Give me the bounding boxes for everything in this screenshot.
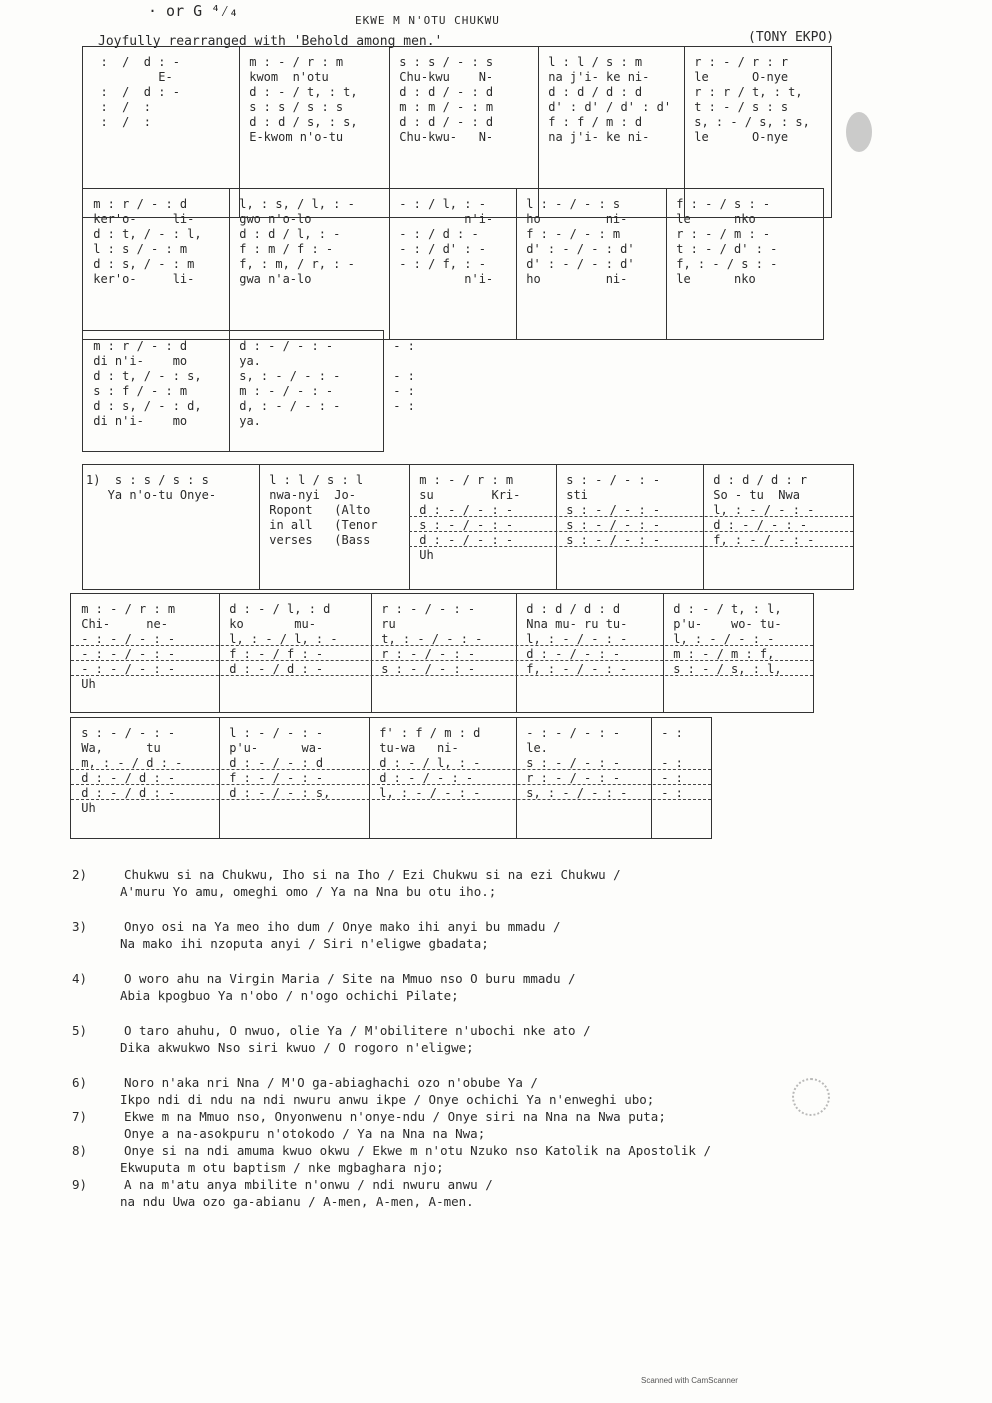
measure — [232, 197, 386, 287]
soprano-line: r : - / - : - — [374, 602, 476, 616]
voice-line: s : - / - : - — [412, 518, 514, 532]
score-system — [70, 717, 712, 839]
measure — [706, 473, 850, 563]
voice-line: f, : m, / r, : - — [232, 257, 355, 271]
soprano-line: f : - / s : - — [669, 197, 771, 211]
lyric-line: E-kwom n'o-tu — [242, 130, 344, 144]
voice-line: m : - / - : - — [232, 384, 334, 398]
measure — [242, 55, 386, 145]
voice-line: s : - / - : - — [374, 662, 476, 676]
lyric-line: Chi- ne- — [74, 617, 168, 631]
soprano-line: d : - / l, : d — [222, 602, 331, 616]
measure — [232, 339, 380, 429]
voice-line: r : - / - : - — [519, 771, 621, 785]
lyric-line: gwo n'o-lo — [232, 212, 312, 226]
voice-line: d, : - / - : - — [232, 399, 341, 413]
voice-line: t : - / s : s — [687, 100, 789, 114]
voice-line: s : f / - : m — [86, 384, 188, 398]
voice-line — [386, 354, 460, 369]
voice-line: r : - / m : - — [669, 227, 771, 241]
voice-line: s, : - / - : - — [519, 786, 628, 800]
voice-line: n'i- — [392, 212, 494, 226]
voice-line — [222, 677, 368, 692]
soprano-line: m : r / - : d — [86, 197, 188, 211]
voice-line: d : - / - : - — [412, 533, 514, 547]
barline — [383, 331, 384, 451]
lyric-line: ru — [374, 617, 396, 631]
lyric-line: le O-nye — [687, 70, 789, 84]
barline — [259, 465, 260, 589]
barline — [219, 594, 220, 712]
lyric-line: tu-wa ni- — [372, 741, 459, 755]
measure — [386, 339, 460, 429]
voice-line: n'i- — [392, 272, 494, 286]
voice-line: d : t, / - : s, — [86, 369, 202, 383]
staff-rule — [71, 799, 711, 800]
voice-line: s : - / - : - — [559, 533, 661, 547]
key-signature: · or G ⁴⁄₄ — [148, 2, 239, 20]
measure — [669, 197, 820, 287]
voice-line — [86, 533, 256, 548]
voice-line: r : r / t, : t, — [687, 85, 803, 99]
voice-line: d' : d' / d' : d' — [541, 100, 672, 114]
voice-line: - : / d : - — [392, 227, 479, 241]
voice-line: d : - / - : - — [706, 518, 808, 532]
voice-line — [86, 503, 256, 518]
barline — [371, 594, 372, 712]
voice-line: - : — [654, 756, 683, 770]
voice-line: f, : - / - : - — [706, 533, 815, 547]
soprano-line: s : - / - : - — [559, 473, 661, 487]
voice-line: f : f / m : d — [541, 115, 643, 129]
voice-line: E- — [86, 70, 173, 84]
voice-line: d : - / l, : - — [372, 756, 481, 770]
lyric-line: p'u- wo- tu- — [666, 617, 782, 631]
soprano-line: r : - / r : r — [687, 55, 789, 69]
staff-rule — [409, 531, 853, 532]
barline — [516, 189, 517, 339]
verse-9 — [72, 1176, 872, 1210]
lyric-line: ya. — [232, 354, 261, 368]
voice-line: l, : - / - : - — [519, 632, 628, 646]
voice-line: : / d : - — [86, 85, 180, 99]
verse-number: 3) — [72, 919, 88, 934]
voice-line — [86, 518, 256, 533]
voice-line: - : - / - : - — [74, 647, 176, 661]
voice-line: f : - / - : - — [222, 771, 324, 785]
lyric-line: So - tu Nwa — [706, 488, 800, 502]
barline — [369, 718, 370, 838]
voice-line: : / : — [86, 115, 152, 129]
verse-6 — [72, 1074, 872, 1108]
voice-line — [519, 677, 660, 692]
lyric-line: Chu-kwu- N- — [392, 130, 494, 144]
voice-line: d : s, / - : d, — [86, 399, 202, 413]
lyric-line: Uh — [74, 677, 96, 691]
voice-line: - : — [654, 771, 683, 785]
voice-line: f : m / f : - — [232, 242, 334, 256]
lyric-line: ho ni- — [519, 272, 628, 286]
measure — [74, 726, 216, 816]
lyric-line: ko mu- — [222, 617, 316, 631]
voice-line: t, : - / - : - — [374, 632, 483, 646]
measure — [222, 726, 366, 816]
voice-line: l, : - / l, : - — [222, 632, 338, 646]
verse-line: Onye si na ndi amuma kwuo okwu / Ekwe m n'otu Nzuko nso Katolik na Apostolik / — [124, 1143, 711, 1158]
verse-line: Onye a na-asokpuru n'otokodo / Ya na Nna na Nwa; — [124, 1126, 486, 1141]
soprano-line: m : - / r : m — [412, 473, 514, 487]
arrangement-note: Joyfully rearranged with 'Behold among men.' — [98, 34, 443, 49]
lyric-line: verses (Bass — [262, 533, 371, 547]
song-title: EKWE M N'OTU CHUKWU — [355, 14, 500, 27]
soprano-line: f' : f / m : d — [372, 726, 481, 740]
barline — [389, 189, 390, 339]
score-system — [70, 593, 814, 713]
voice-line: d : - / t, : t, — [242, 85, 358, 99]
lyric-line: na j'i- ke ni- — [541, 70, 650, 84]
voice-line: d : s, / - : m — [86, 257, 195, 271]
verse-number: 5) — [72, 1023, 88, 1038]
lyric-line: ker'o- li- — [86, 272, 195, 286]
voice-line: s, : - / s, : s, — [687, 115, 810, 129]
voice-line: d : d / - : d — [392, 115, 494, 129]
soprano-line: l : - / - : s — [519, 197, 621, 211]
soprano-line: s : - / - : - — [74, 726, 176, 740]
lyric-line: di n'i- mo — [86, 354, 188, 368]
voice-line — [654, 801, 708, 816]
soprano-line: - : / l, : - — [392, 197, 486, 211]
voice-line: m : m / - : m — [392, 100, 494, 114]
soprano-line: - : - / - : - — [519, 726, 621, 740]
verse-line: A'muru Yo amu, omeghi omo / Ya na Nna bu otu iho.; — [120, 884, 497, 899]
staff-rule — [71, 660, 813, 661]
lyric-line: ya. — [232, 414, 261, 428]
voice-line: s, : - / - : - — [232, 369, 341, 383]
lyric-line: Uh — [74, 801, 96, 815]
voice-line: d : t, / - : l, — [86, 227, 202, 241]
lyric-line: na j'i- ke ni- — [541, 130, 650, 144]
voice-line: d : d / s, : s, — [242, 115, 358, 129]
voice-line: f, : - / s : - — [669, 257, 778, 271]
voice-line — [262, 548, 406, 563]
voice-line: - : - / - : - — [74, 632, 176, 646]
lyric-line: Ropont (Alto — [262, 503, 371, 517]
verses — [72, 866, 872, 1210]
voice-line: s : - / - : - — [559, 518, 661, 532]
voice-line — [374, 677, 513, 692]
scan-smudge — [792, 1078, 830, 1116]
measure — [392, 197, 513, 287]
measure — [86, 55, 236, 130]
barline — [666, 189, 667, 339]
voice-line: d : - / - : d — [222, 756, 324, 770]
verse-4 — [72, 970, 872, 1004]
lyric-line: p'u- wa- — [222, 741, 324, 755]
barline — [663, 594, 664, 712]
verse-line: A na m'atu anya mbilite n'onwu / ndi nwuru anwu / — [124, 1177, 493, 1192]
measure — [222, 602, 368, 692]
voice-line: d : - / d : - — [222, 662, 324, 676]
voice-line: s : s / s : s — [242, 100, 344, 114]
soprano-line: d : d / d : r — [706, 473, 808, 487]
barline — [516, 718, 517, 838]
voice-line: - : — [654, 786, 683, 800]
lyric-line: Uh — [412, 548, 434, 562]
measure — [374, 602, 513, 692]
voice-line: - : — [386, 369, 415, 383]
verse-number: 9) — [72, 1177, 88, 1192]
verse-line: O taro ahuhu, O nwuo, olie Ya / M'obilitere n'ubochi nke ato / — [124, 1023, 591, 1038]
voice-line: d : - / - : - — [412, 503, 514, 517]
measure — [412, 473, 553, 563]
staff-rule — [71, 769, 711, 770]
voice-line: d : d / d : d — [541, 85, 643, 99]
lyric-line: kwom n'otu — [242, 70, 329, 84]
verse-number: 6) — [72, 1075, 88, 1090]
voice-line: d' : - / - : d' — [519, 242, 635, 256]
measure — [74, 602, 216, 692]
lyric-line: le. — [519, 741, 548, 755]
voice-line: d : - / - : - — [519, 647, 621, 661]
voice-line: m : - / m : f, — [666, 647, 775, 661]
verse-5 — [72, 1022, 872, 1056]
staff-rule — [409, 516, 853, 517]
voice-line: d : - / d : - — [74, 771, 176, 785]
voice-line — [386, 414, 460, 429]
verse-line: Na mako ihi nzoputa anyi / Siri n'eligwe gbadata; — [120, 936, 489, 951]
voice-line: m, : - / d : - — [74, 756, 183, 770]
arranger: (TONY EKPO) — [748, 30, 835, 45]
verse-line: Ikpo ndi di ndu na ndi nwuru anwu ikpe / Onye ochichi Ya n'enweghi ubo; — [120, 1092, 655, 1107]
score-system — [82, 188, 824, 340]
voice-line: d : d / l, : - — [232, 227, 341, 241]
lyric-line: ho ni- — [519, 212, 628, 226]
soprano-line: s : s / - : s — [392, 55, 494, 69]
soprano-line: d : - / t, : l, — [666, 602, 782, 616]
voice-line: - : - / - : - — [74, 662, 176, 676]
soprano-line: l : l / s : m — [541, 55, 643, 69]
score-system — [82, 330, 415, 452]
verse-number: 7) — [72, 1109, 88, 1124]
soprano-line: l : - / - : - — [222, 726, 324, 740]
voice-line: d : - / - : - — [372, 771, 474, 785]
voice-line — [86, 548, 256, 563]
lyric-line: Chu-kwu N- — [392, 70, 494, 84]
verse-number: 4) — [72, 971, 88, 986]
voice-line: - : — [386, 399, 415, 413]
voice-line: f : - / f : - — [222, 647, 324, 661]
verse-7-cont — [72, 1125, 872, 1142]
voice-line — [372, 801, 513, 816]
voice-line: - : / d' : - — [392, 242, 486, 256]
voice-line — [519, 801, 648, 816]
voice-line: d' : - / - : d' — [519, 257, 635, 271]
lyric-line: Nna mu- ru tu- — [519, 617, 628, 631]
voice-line: - : / f, : - — [392, 257, 486, 271]
staff-rule — [71, 675, 813, 676]
score-system — [82, 464, 854, 590]
soprano-line: m : r / - : d — [86, 339, 188, 353]
measure — [86, 473, 256, 563]
measure — [519, 197, 663, 287]
barline — [516, 594, 517, 712]
voice-line: f, : - / - : - — [519, 662, 628, 676]
soprano-line: m : - / r : m — [74, 602, 176, 616]
barline — [219, 718, 220, 838]
voice-line: - : — [386, 384, 415, 398]
barline — [556, 465, 557, 589]
barline — [409, 465, 410, 589]
measure — [654, 726, 708, 816]
voice-line: : / : — [86, 100, 152, 114]
lyric-line: le nko — [669, 272, 756, 286]
soprano-line: d : d / d : d — [519, 602, 621, 616]
verse-line: na ndu Uwa ozo ga-abianu / A-men, A-men, A-men. — [120, 1194, 474, 1209]
verse-line: Ekwe m na Mmuo nso, Onyonwenu n'onye-ndu / Onye siri na Nna na Nwa puta; — [124, 1109, 666, 1124]
voice-line: s : - / - : - — [559, 503, 661, 517]
verse-3 — [72, 918, 872, 952]
soprano-line: m : - / r : m — [242, 55, 344, 69]
voice-line: s : - / - : - — [519, 756, 621, 770]
verse-line: Noro n'aka nri Nna / M'O ga-abiaghachi ozo n'obube Ya / — [124, 1075, 538, 1090]
voice-line: l, : - / - : - — [666, 632, 775, 646]
verse-line: Ekwuputa m otu baptism / nke mgbaghara njo; — [120, 1160, 444, 1175]
measure — [372, 726, 513, 816]
voice-line: l, : - / - : - — [372, 786, 481, 800]
barline — [703, 465, 704, 589]
soprano-line: l, : s, / l, : - — [232, 197, 355, 211]
staff-rule — [71, 645, 813, 646]
lyric-line: sti — [559, 488, 588, 502]
verse-line: Dika akwukwo Nso siri kwuo / O rogoro n'eligwe; — [120, 1040, 474, 1055]
staff-rule — [409, 546, 853, 547]
measure — [541, 55, 681, 145]
soprano-line: - : — [654, 726, 683, 740]
voice-line: l, : - / - : - — [706, 503, 815, 517]
scan-smudge — [846, 112, 872, 152]
barline — [651, 718, 652, 838]
verse-line: Onyo osi na Ya meo iho dum / Onye mako ihi anyi bu mmadu / — [124, 919, 561, 934]
lyric-line: di n'i- mo — [86, 414, 188, 428]
measure — [262, 473, 406, 563]
voice-line: r : - / - : - — [374, 647, 476, 661]
barline — [229, 331, 230, 451]
scanner-watermark: Scanned with CamScanner — [641, 1376, 738, 1385]
verse-line: Chukwu si na Chukwu, Iho si na Iho / Ezi Chukwu si na ezi Chukwu / — [124, 867, 621, 882]
verse-2 — [72, 866, 872, 900]
measure — [687, 55, 828, 145]
verse-7 — [72, 1108, 872, 1125]
lyric-line: nwa-nyi Jo- — [262, 488, 356, 502]
voice-line: s : - / s, : l, — [666, 662, 782, 676]
measure — [559, 473, 700, 563]
soprano-line: : / d : - — [86, 55, 180, 69]
soprano-line: l : l / s : l — [262, 473, 364, 487]
voice-line: d : d / - : d — [392, 85, 494, 99]
voice-line: f : - / - : m — [519, 227, 621, 241]
lyric-line: in all (Tenor — [262, 518, 378, 532]
voice-line — [666, 677, 810, 692]
verse-8 — [72, 1142, 872, 1176]
voice-line: l : s / - : m — [86, 242, 188, 256]
verse-number: 2) — [72, 867, 88, 882]
verse-line: O woro ahu na Virgin Maria / Site na Mmuo nso O buru mmadu / — [124, 971, 576, 986]
voice-line: d : - / - : s, — [222, 786, 331, 800]
voice-line — [222, 801, 366, 816]
measure — [392, 55, 535, 145]
voice-line — [706, 548, 850, 563]
lyric-line: gwa n'a-lo — [232, 272, 312, 286]
measure — [519, 726, 648, 816]
measure — [666, 602, 810, 692]
soprano-line: - : — [386, 339, 415, 353]
verse-number: 8) — [72, 1143, 88, 1158]
lyric-line: su Kri- — [412, 488, 521, 502]
soprano-line: 1) s : s / s : s — [86, 473, 209, 487]
voice-line: t : - / d' : - — [669, 242, 778, 256]
measure — [86, 339, 226, 429]
lyric-line: Ya n'o-tu Onye- — [86, 488, 217, 502]
lyric-line: Wa, tu — [74, 741, 161, 755]
barline — [229, 189, 230, 339]
soprano-line: d : - / - : - — [232, 339, 334, 353]
lyric-line: le nko — [669, 212, 756, 226]
voice-line — [559, 548, 700, 563]
lyric-line: ker'o- li- — [86, 212, 195, 226]
voice-line: d : - / d : - — [74, 786, 176, 800]
measure — [86, 197, 226, 287]
verse-line: Abia kpogbuo Ya n'obo / n'ogo ochichi Pilate; — [120, 988, 459, 1003]
lyric-line: le O-nye — [687, 130, 789, 144]
voice-line — [654, 741, 708, 756]
measure — [519, 602, 660, 692]
staff-rule — [71, 784, 711, 785]
